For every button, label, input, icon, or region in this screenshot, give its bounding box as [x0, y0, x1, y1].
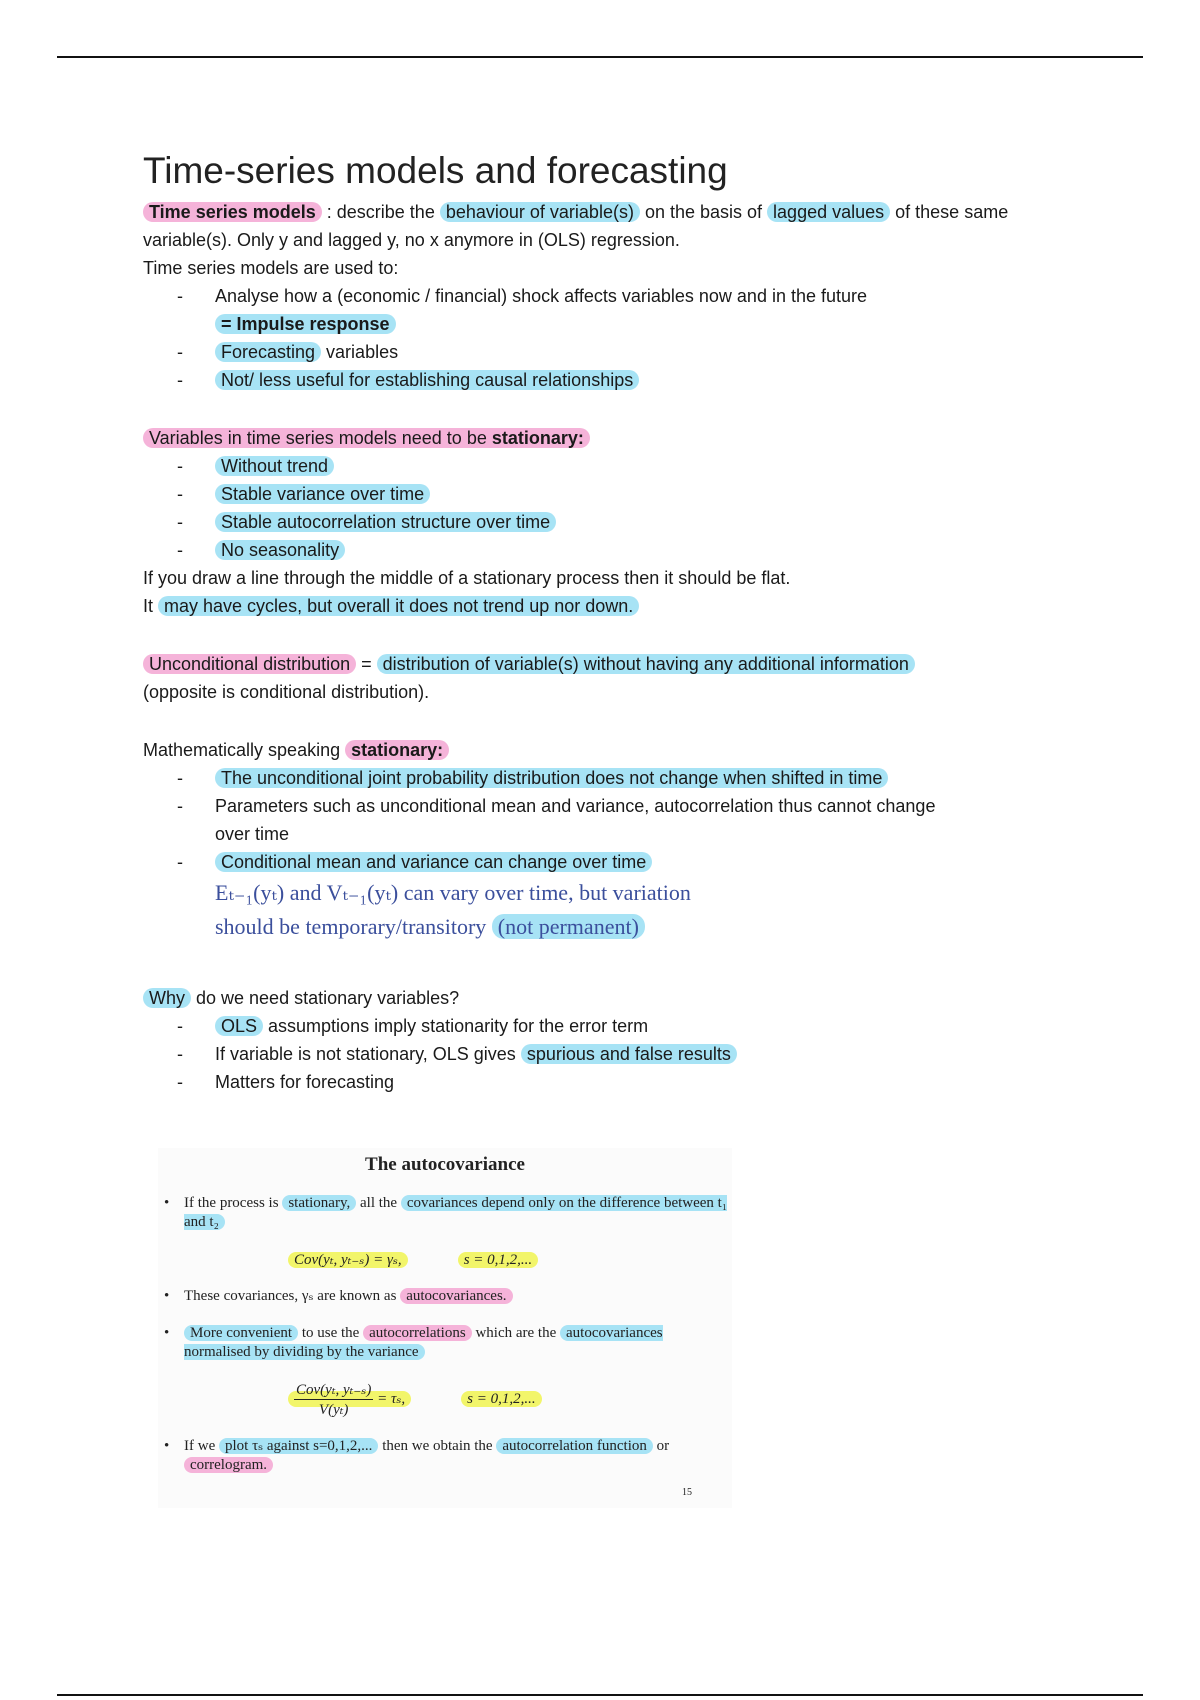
slide-bullet: • If we plot τₛ against s=0,1,2,... then we obtain the autocorrelation function or correlogram. — [158, 1437, 732, 1475]
term-time-series-models: Time series models — [143, 202, 322, 222]
list-item: - If variable is not stationary, OLS gives spurious and false results — [177, 1040, 1063, 1068]
stationary-list — [143, 452, 1063, 564]
autocorrelation-formula: $\frac{\text{Cov(yₜ, yₜ₋ₛ)}}{\text{V(yₜ)}}$ = τₛ, s = 0,1,2,... — [158, 1380, 732, 1419]
highlight-behaviour: behaviour of variable(s) — [440, 202, 640, 222]
document-body — [143, 148, 1063, 1096]
why-list — [143, 1012, 1063, 1096]
page-title: Time-series models and forecasting — [143, 150, 728, 191]
list-item: - Without trend — [177, 452, 1063, 480]
list-item: - Analyse how a (economic / financial) shock affects variables now and in the future — [177, 282, 1063, 310]
handwritten-note-1: Eₜ₋₁(yₜ) and Vₜ₋₁(yₜ) can vary over time, but variation — [215, 880, 691, 905]
list-item — [177, 310, 1063, 338]
stationary-heading: Variables in time series models need to be stationary: — [143, 424, 1063, 452]
list-item: - Forecasting variables — [177, 338, 1063, 366]
math-heading: Mathematically speaking stationary: — [143, 736, 1063, 764]
slide-bullet: • These covariances, γₛ are known as autocovariances. — [158, 1287, 732, 1306]
unconditional-note: (opposite is conditional distribution). — [143, 682, 430, 702]
intro-paragraph: Time series models : describe the behaviour of variable(s) on the basis of lagged values of these same variable(s). Only y and lagged y, no x anymore in (OLS) regression. — [143, 202, 1009, 250]
impulse-response: = Impulse response — [215, 314, 396, 334]
list-item: over time — [215, 824, 290, 844]
stationary-line-1: If you draw a line through the middle of a stationary process then it should be flat. — [143, 568, 791, 588]
autocovariance-slide — [158, 1148, 732, 1508]
list-item: - Stable autocorrelation structure over time — [177, 508, 1063, 536]
list-item: - Stable variance over time — [177, 480, 1063, 508]
stationary-line-2: It may have cycles, but overall it does not trend up nor down. — [143, 592, 1063, 620]
slide-bullet: • If the process is stationary, all the covariances depend only on the difference between t₁ and t₂ — [158, 1194, 732, 1232]
list-item: - Conditional mean and variance can change over time — [177, 848, 1063, 876]
slide-title: The autocovariance — [365, 1154, 525, 1175]
list-item: - Parameters such as unconditional mean and variance, autocorrelation thus cannot change — [177, 792, 1063, 820]
unconditional-definition: Unconditional distribution = distribution of variable(s) without having any additional information — [143, 650, 1063, 678]
top-rule — [57, 56, 1143, 58]
uses-list — [143, 282, 1063, 394]
list-item: - The unconditional joint probability distribution does not change when shifted in time — [177, 764, 1063, 792]
used-to-line: Time series models are used to: — [143, 258, 399, 278]
slide-bullet: • More convenient to use the autocorrelations which are the autocovariances normalised by dividing by the variance — [158, 1324, 732, 1362]
list-item: - No seasonality — [177, 536, 1063, 564]
list-item: - OLS assumptions imply stationarity for the error term — [177, 1012, 1063, 1040]
autocovariance-formula: Cov(yₜ, yₜ₋ₛ) = γₛ, s = 0,1,2,... — [158, 1250, 732, 1269]
handwritten-note-2: should be temporary/transitory (not permanent) — [177, 910, 1063, 944]
math-list — [143, 764, 1063, 944]
why-question: Why do we need stationary variables? — [143, 984, 1063, 1012]
list-item: - Matters for forecasting — [177, 1068, 1063, 1096]
bottom-rule — [57, 1694, 1143, 1696]
highlight-lagged-values: lagged values — [767, 202, 890, 222]
list-item: - Not/ less useful for establishing causal relationships — [177, 366, 1063, 394]
slide-page-number: 15 — [682, 1487, 692, 1498]
